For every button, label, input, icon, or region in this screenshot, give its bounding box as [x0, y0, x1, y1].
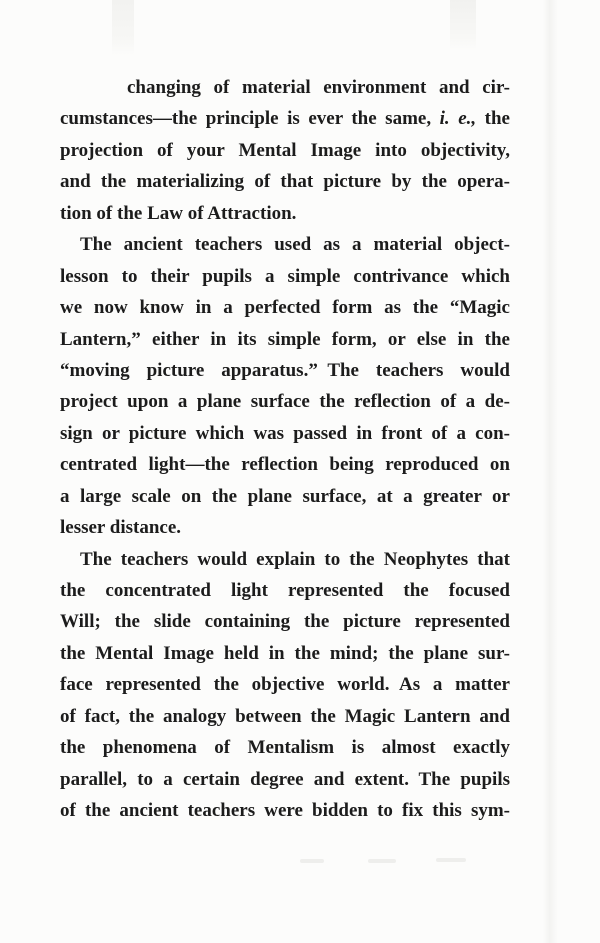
scan-mark [436, 858, 466, 862]
text-segment: cumstances—the principle is ever the same, [60, 108, 440, 130]
text-line: face represented the objective world. As a matter [60, 674, 510, 696]
latin-abbreviation: i. e., [439, 108, 477, 130]
text-segment: the [476, 108, 510, 130]
text-line: and the materializing of that picture by the opera- [60, 171, 510, 193]
text-line: changing of material environment and cir- [127, 77, 510, 98]
scan-smudge-top-right [450, 0, 476, 50]
text-line: parallel, to a certain degree and extent. The pupils [60, 768, 510, 790]
text-line [60, 103, 510, 134]
text-line: centrated light—the reflection being reproduced on [60, 454, 510, 476]
text-line: “moving picture apparatus.” The teachers would [60, 359, 510, 381]
page-edge-shadow [543, 0, 558, 943]
text-line: Lantern,” either in its simple form, or else in the [60, 328, 510, 350]
text-line: sign or picture which was passed in front of a con- [60, 422, 510, 444]
text-line: the phenomena of Mentalism is almost exactly [60, 737, 510, 759]
text-line: of fact, the analogy between the Magic Lantern and [60, 705, 510, 727]
text-line: we now know in a perfected form as the “Magic [60, 297, 510, 319]
body-text [60, 72, 510, 827]
scan-mark [368, 859, 396, 863]
scan-smudge-top-left [112, 0, 134, 56]
scan-mark [300, 859, 324, 863]
text-line: the Mental Image held in the mind; the plane sur- [60, 642, 510, 664]
text-line: Will; the slide containing the picture represented [60, 611, 510, 633]
text-line: of the ancient teachers were bidden to fix this sym- [60, 800, 510, 822]
text-line: project upon a plane surface the reflection of a de- [60, 391, 510, 413]
text-line: lesser distance. [60, 517, 182, 539]
text-line: a large scale on the plane surface, at a greater or [60, 485, 510, 507]
text-line: The teachers would explain to the Neophytes that [80, 548, 510, 570]
text-line: The ancient teachers used as a material object- [80, 234, 510, 256]
text-line: lesson to their pupils a simple contrivance which [60, 265, 510, 287]
text-line: the concentrated light represented the focused [60, 580, 510, 601]
text-line: tion of the Law of Attraction. [60, 202, 297, 224]
text-line: projection of your Mental Image into objectivity, [60, 139, 510, 161]
